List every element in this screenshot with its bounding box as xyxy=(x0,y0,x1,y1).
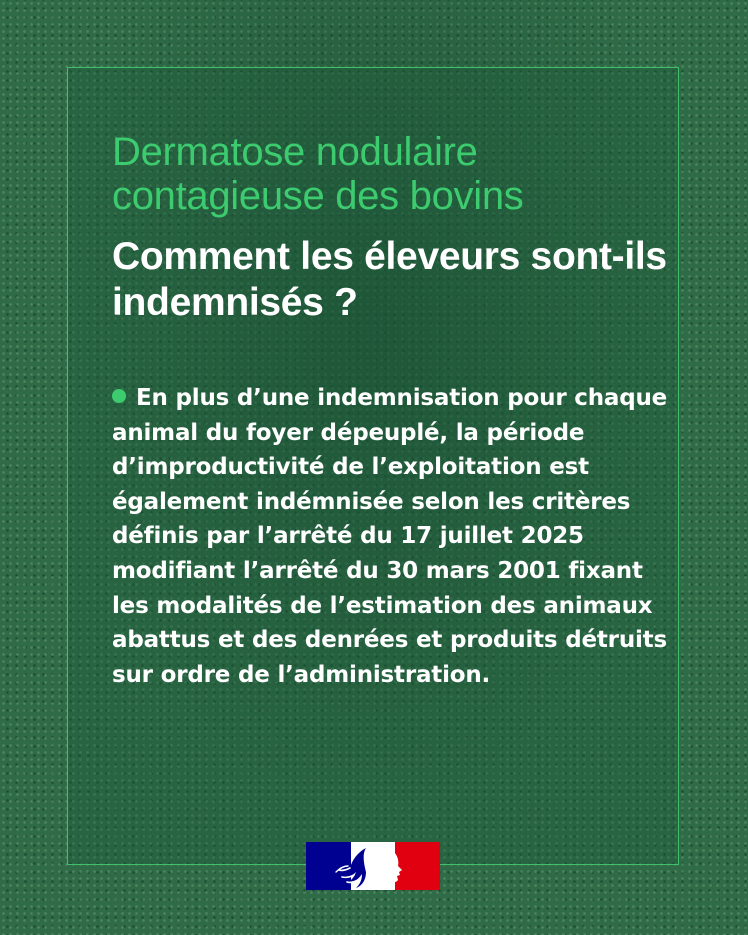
body-paragraph-text: En plus d’une indemnisation pour chaque animal du foyer dépeuplé, la période d’improductivité de l’exploitation est également indémnisée selon les critères définis par l’arrêté du 17 juillet 2025 modifiant l’arrêté du 30 mars 2001 fixant les modalités de l’estimation des animaux abattus et des denrées et produits détruits sur ordre de l’administration. xyxy=(112,385,668,688)
body-paragraph xyxy=(112,381,682,692)
subtitle: Dermatose nodulaire contagieuse des bovins xyxy=(112,130,524,218)
page-title: Comment les éleveurs sont-ils indemnisés ? xyxy=(112,235,667,324)
marianne-logo-icon xyxy=(306,842,440,890)
bullet-dot-icon xyxy=(112,389,126,403)
marianne-profile-icon xyxy=(306,842,440,890)
